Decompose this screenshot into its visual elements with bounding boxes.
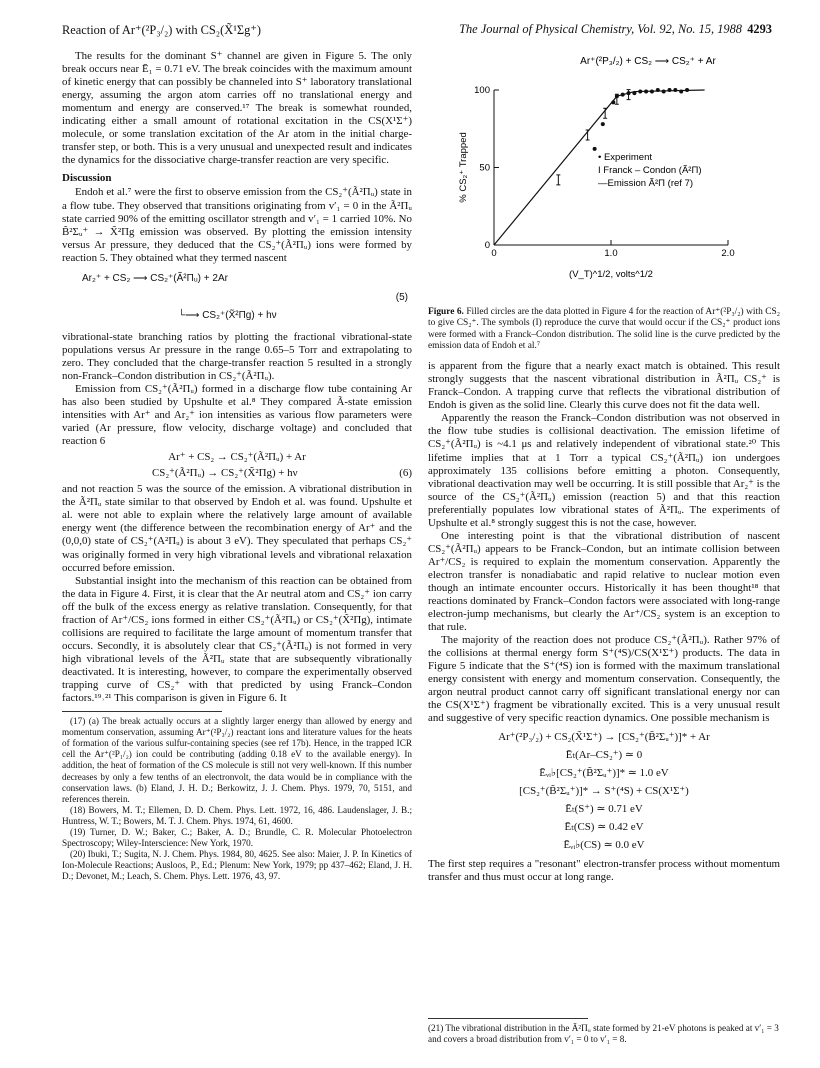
footnote: (21) The vibrational distribution in the Ã²Πᵤ state formed by 21-eV photons is peaked at v′₁ = 3 and covers a broad distribution from v′₁ = 0 to v′₁ = 8. (428, 1023, 779, 1045)
franck-condon-marker (556, 175, 560, 185)
y-axis-label: % CS₂⁺ Trapped (458, 132, 469, 203)
mechanism-step: Ar⁺(²P₃/₂) + CS₂(X̃¹Σ⁺) → [CS₂⁺(B̃²Σᵤ⁺)]* + Ar (498, 730, 710, 743)
mechanism-step: [CS₂⁺(B̃²Σᵤ⁺)]* → S⁺(⁴S) + CS(X¹Σ⁺) (519, 784, 689, 797)
experiment-point (673, 88, 677, 92)
chart-svg (428, 50, 780, 305)
section-heading: Discussion (62, 172, 112, 185)
footnote: (17) (a) The break actually occurs at a slightly larger energy than allowed by energy and momentum conservation, assuming Ar⁺(²P₃/₂) reactant ions and literature values for the heats of formation of the various sulfur-containing species (see ref 17b). Hence, in the trapped ICR cell the Ar⁺(²P₁/₂) ion could be contributing (adding 0.18 eV to the available energy). In addition, the heat of formation of the CS molecule is still not very well-known. If this number decreases by only a few tenths of an electronvolt, the data would be in compliance with the conservation laws. (b) Eland, J. H. D.; Berkowitz, J. J. Chem. Phys. 1979, 70, 5151, and references therein. (62, 716, 412, 804)
experiment-point (627, 91, 631, 95)
reaction-5 (62, 269, 412, 327)
experiment-point (679, 90, 683, 94)
paragraph: vibrational-state branching ratios by plotting the fractional vibrational-state populations versus Ar pressure in the range 0.65–5 Torr and extrapolating to zero. They concluded that the charge-transfer reaction 5 resulted in a strongly non-Franck–Condon distribution in CS₂⁺(Ã²Πᵤ). (62, 330, 412, 382)
franck-condon-marker (586, 130, 590, 140)
experiment-point (650, 90, 654, 94)
mechanism-step: Ēₜ(CS) ≃ 0.42 eV (564, 820, 644, 833)
experiment-point (593, 147, 597, 151)
legend-entry: • Experiment (598, 152, 653, 163)
reaction-5-line-a: Ar₂⁺ + CS₂ ⟶ CS₂⁺(Ã²Πᵤ) + 2Ar (82, 272, 228, 284)
experiment-point (621, 93, 625, 97)
legend-entry: —Emission Ã²Π (ref 7) (598, 178, 694, 189)
footnote: (18) Bowers, M. T.; Ellemen, D. D. Chem. Phys. Lett. 1972, 16, 486. Laudenslager, J. B.; Huntress, W. T.; Bowers, M. T. J. Chem. Phys. 1974, 61, 4600. (62, 804, 412, 826)
y-tick-label: 0 (484, 240, 490, 251)
paragraph: The results for the dominant S⁺ channel are given in Figure 5. The only break occurs near Ē₁ = 0.71 eV. The break coincides with the maximum amount of kinetic energy that can possibly be channeled into S⁺ laboratory translational energy, assuming the argon atom carries off no translational energy and momentum and energy are conserved.¹⁷ The break is somewhat rounded, indicating either a small amount of rotational excitation in the CS(X¹Σ⁺) molecule, or some translation excitation of the Ar atom in the initial charge-transfer step, or both. This is a very unusual and unexpected result and indicates the dynamics for the dissociative charge-transfer reaction are very specific. (62, 50, 412, 167)
experiment-point (662, 90, 666, 94)
experiment-point (638, 90, 642, 94)
footnotes (62, 716, 412, 882)
legend-entry: I Franck – Condon (Ã²Π) (598, 165, 702, 176)
mechanism-step: Ēᵥᵢ♭(CS) ≃ 0.0 eV (563, 838, 645, 851)
running-header (62, 22, 772, 40)
franck-condon-marker (603, 108, 607, 118)
y-tick-label: 100 (474, 85, 490, 96)
equation-6-number: (6) (399, 467, 412, 480)
caption-text: Filled circles are the data plotted in Figure 4 for the reaction of Ar⁺(²P₃/₂) with CS₂ to give CS₂⁺. The symbols (I) reproduce the curve that would occur if the CS₂⁺ product ions were formed with a Franck–Condon distribution. The solid line is the curve predicted by the emission data of Endoh et al.⁷ (428, 307, 780, 351)
equation-6b (62, 467, 412, 480)
footnote-rule (428, 1018, 588, 1019)
mechanism-step: Ēᵥᵢ♭[CS₂⁺(B̃²Σᵤ⁺)]* ≃ 1.0 eV (539, 766, 669, 779)
header-journal: The Journal of Physical Chemistry, Vol. 92, No. 15, 1988 (459, 22, 742, 36)
equation-6b-text: CS₂⁺(Ã²Πᵤ) → CS₂⁺(X̃²Πg) + hν (152, 467, 298, 480)
y-tick-label: 50 (479, 162, 490, 174)
figure-caption (428, 307, 780, 352)
x-axis-label: (V_T)^1/2, volts^1/2 (569, 269, 653, 280)
paragraph: Endoh et al.⁷ were the first to observe emission from the CS₂⁺(Ã²Πᵤ) state in a flow tube. They observed that transitions originating from v′₁ = 0 in the Ã²Πᵤ state carried 90% of the emitting oscillator strength and v′₁ = 1 carried 10%. No B̃²Σᵤ⁺ → X̃²Πg emission was observed. By plotting the emission intensity versus Ar pressure, they deduced that the CS₂⁺(Ã²Πᵤ) ions were formed by reaction 5. They obtained what they termed nascent (62, 186, 412, 264)
paragraph: Substantial insight into the mechanism of this reaction can be obtained from the data in Figure 4. First, it is clear that the Ar neutral atom and CS₂⁺ ion carry off the bulk of the excess energy as relative translation. Consequently, for that fraction of Ar⁺/CS₂ ions formed in either CS₂⁺(Ã²Πᵤ) or CS₂⁺(X̃²Πg), intimate collisions are required to facilitate the large amount of momentum transfer that occurs. Secondly, it is absolutely clear that CS₂⁺(Ã²Πᵤ) is not formed in very high vibrational levels of the Ã²Πᵤ state that are subsequently vibrationally deactivated. It is interesting, however, to compare the experimentally observed trapping curve of CS₂⁺ with that predicted by using Franck–Condon factors.¹⁹˒²¹ This comparison is given in Figure 6. It (62, 574, 412, 705)
left-column (62, 50, 412, 882)
footnote-rule (62, 711, 222, 712)
mechanism-step: Ēₜ(S⁺) ≃ 0.71 eV (565, 802, 643, 815)
x-tick-label: 0 (491, 248, 497, 259)
experiment-point (644, 90, 648, 94)
experiment-point (611, 100, 615, 104)
header-title: Reaction of Ar⁺(²P₃/₂) with CS₂(X̃¹Σg⁺) (62, 23, 261, 37)
mechanism (428, 731, 780, 852)
paragraph: Emission from CS₂⁺(Ã²Πᵤ) formed in a discharge flow tube containing Ar has also been studied by Upshulte et al.⁸ They compared Ã-state emission intensities with Ar⁺ and Ar₂⁺ ion intensities as various flow parameters were varied (Ar pressure, flow velocity, discharge voltage) and concluded that reaction 6 (62, 382, 412, 448)
experiment-point (632, 91, 636, 95)
caption-label: Figure 6. (428, 307, 464, 317)
footnote-21 (428, 1012, 780, 1045)
paragraph: Apparently the reason the Franck–Condon distribution was not observed in the flow tube studies is collisional deactivation. The emission lifetime of CS₂⁺(Ã²Πᵤ) is ~4.1 μs and relatively independent of vibrational state.²⁰ This lifetime implies that at 1 Torr a typical CS₂⁺(Ã²Πᵤ) ion undergoes approximately 135 collisions before emitting a photon. Consequently, vibrational deactivation may well be occurring. It is still possible that Ar₂⁺ is the source of the CS₂⁺(Ã²Πᵤ) emission (reaction 5) and that this reaction preferentially populates low vibrational states of Ã²Πᵤ. The experiments of Upshulte et al.⁸ strongly suggest this is not the case, however. (428, 412, 780, 529)
x-tick-label: 2.0 (721, 248, 735, 259)
paragraph: is apparent from the figure that a nearly exact match is obtained. This result strongly suggests that the nascent vibrational distribution in Ã²Πᵤ CS₂⁺ is Franck–Condon. A trapping curve that reflects the vibrational distribution of Endoh is given as the solid line. Clearly this curve does not fit the data well. (428, 360, 780, 412)
equation-6a: Ar⁺ + CS₂ → CS₂⁺(Ã²Πᵤ) + Ar (168, 451, 306, 464)
experiment-point (615, 94, 619, 98)
experiment-point (601, 122, 605, 126)
experiment-point (668, 88, 672, 92)
right-column (428, 50, 780, 884)
footnote: (20) Ibuki, T.; Sugita, N. J. Chem. Phys. 1984, 80, 4625. See also: Maier, J. P. In Kinetics of Ion-Molecule Reactions; Ausloos, P., Ed.; Plenum: New York, 1979; pp 437–462; Eland, J. H. D.; Devonet, M.; Leach, S. Chem. Phys. Lett. 1976, 43, 97. (62, 849, 412, 882)
experiment-point (685, 88, 689, 92)
mechanism-step: Ēₜ(Ar–CS₂⁺) ≃ 0 (565, 748, 643, 761)
paragraph: The majority of the reaction does not produce CS₂⁺(Ã²Πᵤ). Rather 97% of the collisions at thermal energy form S⁺(⁴S)/CS(X¹Σ⁺) products. The data in Figure 5 indicate that the S⁺(⁴S) ion is formed with the maximum translational energy consistent with energy and momentum conservation. Consequently, the argon neutral product cannot carry off significant translational energy nor can the CS(X¹Σ⁺) fragment be vibrationally excited. This is a very unusual result and suggestive of very specific reaction dynamics. One possible mechanism is (428, 634, 780, 725)
experiment-point (656, 88, 660, 92)
reaction-5-line-b: └⟶ CS₂⁺(X̃²Πg) + hν (178, 309, 277, 321)
x-tick-label: 1.0 (604, 248, 618, 259)
figure-6-chart (428, 50, 780, 305)
paragraph: One interesting point is that the vibrational distribution of nascent CS₂⁺(Ã²Πᵤ) appears to be Franck–Condon, but an intimate collision between Ar⁺/CS₂ is required to explain the momentum conservation. Apparently the electron transfer is nonadiabatic and rapid relative to nuclear motion even though an intimate encounter occurs. Historically it has been thought¹⁸ that reactions dominated by Franck–Condon factors were associated with long-range electron-jump mechanisms, but clearly the Ar⁺/CS₂ system is an exception to that rule. (428, 529, 780, 634)
chart-title: Ar⁺(²P₃/₂) + CS₂ ⟶ CS₂⁺ + Ar (580, 56, 716, 67)
page-number: 4293 (747, 22, 772, 36)
paragraph: and not reaction 5 was the source of the emission. A vibrational distribution in the Ã²Πᵤ state similar to that observed by Endoh et al. was found. Upshulte et al. were not able to explain where the relatively large amount of available energy went (the difference between the recombination energy of Ar⁺ and the (0,0,0) state of CS₂⁺(A²Πᵤ) is about 3 eV). They speculated that perhaps CS₂⁺ was originally formed in very high vibrational levels and vibrational relaxation occurred before emission. (62, 483, 412, 574)
paragraph: The first step requires a "resonant" electron-transfer process without momentum transfer and thus must occur at long range. (428, 857, 780, 883)
reaction-5-number: (5) (395, 291, 408, 303)
footnote: (19) Turner, D. W.; Baker, C.; Baker, A. D.; Brundle, C. R. Molecular Photoelectron Spectroscopy; Wiley-Interscience: New York, 1970. (62, 827, 412, 849)
